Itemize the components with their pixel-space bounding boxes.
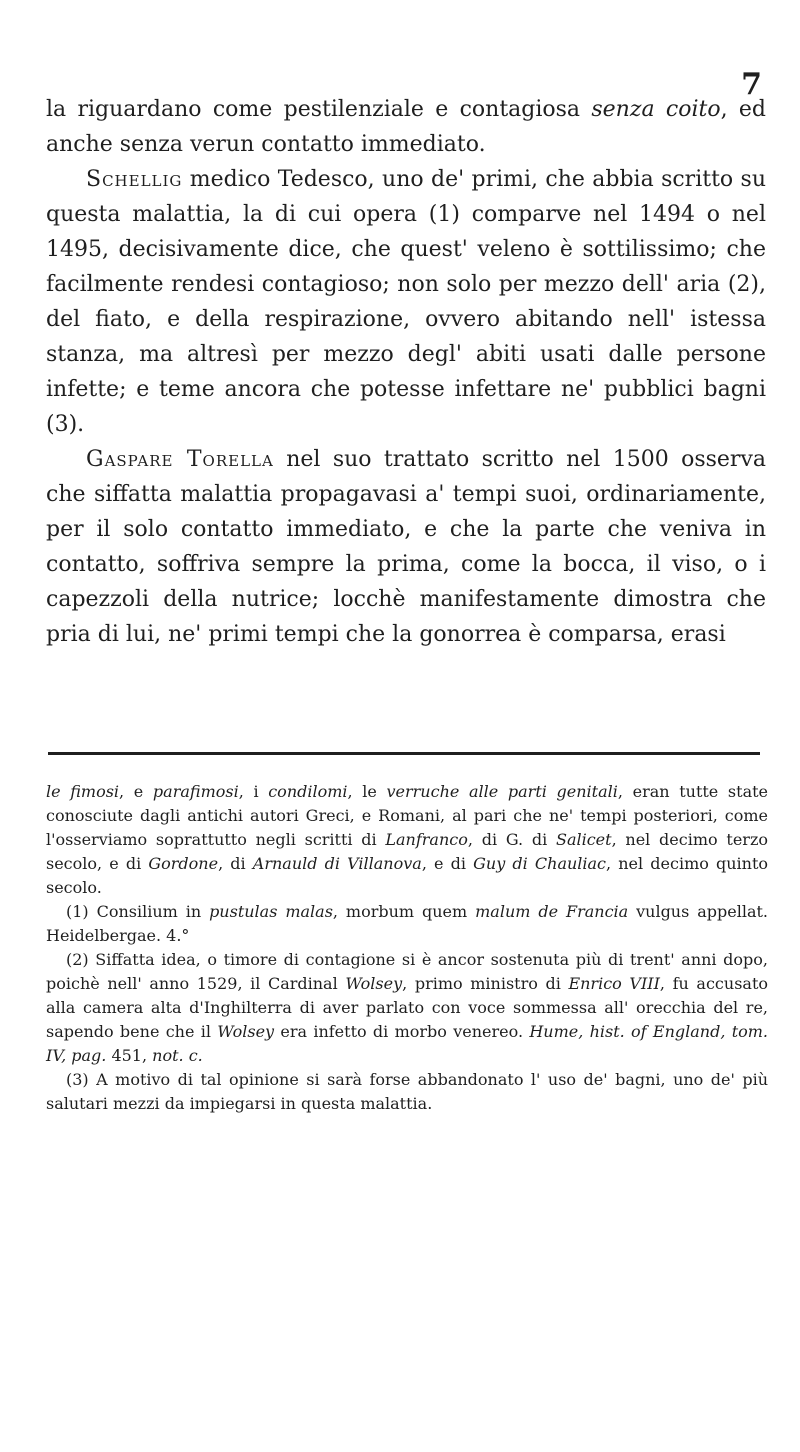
text-run: era infetto di morbo venereo. — [274, 1022, 530, 1041]
italic-text: Wolsey — [217, 1022, 275, 1041]
author-name: Gaspare Torella — [86, 447, 274, 472]
text-run: , le — [347, 782, 387, 801]
text-run: la riguardano come pestilenziale e contagiosa — [46, 97, 592, 122]
footnote-1 — [46, 900, 768, 948]
text-run: (1) Consilium in — [66, 902, 210, 921]
paragraph-schellig — [46, 162, 766, 442]
paragraph-torella — [46, 442, 766, 652]
italic-text: verruche alle parti genitali — [386, 782, 618, 801]
italic-text: Arnauld di Villanova — [252, 854, 422, 873]
italic-text: Gordone — [148, 854, 219, 873]
italic-text: Lanfranco — [385, 830, 468, 849]
text-run: vulgus appellat. Heidelbergae. 4.° — [46, 902, 769, 945]
text-run: , morbum quem — [332, 902, 476, 921]
italic-text: condilomi — [268, 782, 348, 801]
author-name: Schellig — [86, 167, 183, 192]
text-run: , di — [218, 854, 253, 873]
text-run: , primo ministro di — [402, 974, 569, 993]
paragraph-continuation — [46, 92, 766, 162]
italic-text: senza coito — [591, 97, 721, 122]
italic-text: malum de Francia — [475, 902, 629, 921]
italic-text: not. c. — [152, 1046, 203, 1065]
italic-text: pustulas malas — [209, 902, 333, 921]
text-run: medico Tedesco, uno de' primi, che abbia scritto su questa malattia, la di cui opera (1) comparve nel 1494 o nel 1495, decisivamente dice, che quest' veleno è sottilissimo; che facilmente rendesi contagioso; non solo per mezzo dell' aria (2), del fiato, e della respirazione, ovvero abitando nell' istessa stanza, ma altresì per mezzo degl' abiti usati dalle persone infette; e teme ancora che potesse infettare ne' pubblici bagni (3). — [46, 167, 766, 437]
italic-text: parafimosi — [152, 782, 239, 801]
italic-text: le fimosi — [46, 782, 120, 801]
footnote-3 — [46, 1068, 768, 1116]
text-run: , nel decimo terzo secolo, e di — [46, 830, 769, 873]
footnote-divider — [48, 752, 760, 755]
italic-text: Salicet — [555, 830, 612, 849]
footnotes — [46, 780, 768, 1116]
footnote-continuation — [46, 780, 768, 900]
footnote-2 — [46, 948, 768, 1068]
text-run: , ed anche senza verun contatto immediato. — [46, 97, 766, 157]
text-run: , e di — [421, 854, 474, 873]
text-run: nel suo trattato scritto nel 1500 osserva che siffatta malattia propagavasi a' tempi suoi, ordinariamente, per il solo contatto immediato, e che la parte che veniva in contatto, soffriva sempre la prima, come la bocca, il viso, o i capezzoli della nutrice; locchè manifestamente dimostra che pria di lui, ne' primi tempi che la gonorrea è comparsa, erasi — [46, 447, 766, 647]
text-run: , eran tutte state conosciute dagli antichi autori Greci, e Romani, al pari che ne' tempi posteriori, come l'osserviamo soprattutto negli scritti di — [46, 782, 769, 849]
text-run: (2) Siffatta idea, o timore di contagione si è ancor sostenuta più di trent' anni dopo, poichè nell' anno 1529, il Cardinal — [46, 950, 768, 993]
text-run: 451, — [106, 1046, 153, 1065]
italic-text: Wolsey — [345, 974, 403, 993]
italic-text: Hume, hist. of England, tom. IV, pag. — [46, 1022, 769, 1065]
text-run: , i — [238, 782, 269, 801]
text-run: , di G. di — [467, 830, 556, 849]
text-run: , nel decimo quinto secolo. — [46, 854, 769, 897]
page-number: 7 — [741, 67, 762, 102]
text-run: , fu accusato alla camera alta d'Inghilterra di aver parlato con voce sommessa all' orecchia del re, sapendo bene che il — [46, 974, 768, 1041]
italic-text: Guy di Chauliac — [473, 854, 607, 873]
main-text — [46, 92, 766, 652]
text-run: , e — [119, 782, 153, 801]
text-run: (3) A motivo di tal opinione si sarà forse abbandonato l' uso de' bagni, uno de' più salutari mezzi da impiegarsi in questa malattia. — [46, 1070, 768, 1113]
italic-text: Enrico VIII — [568, 974, 660, 993]
